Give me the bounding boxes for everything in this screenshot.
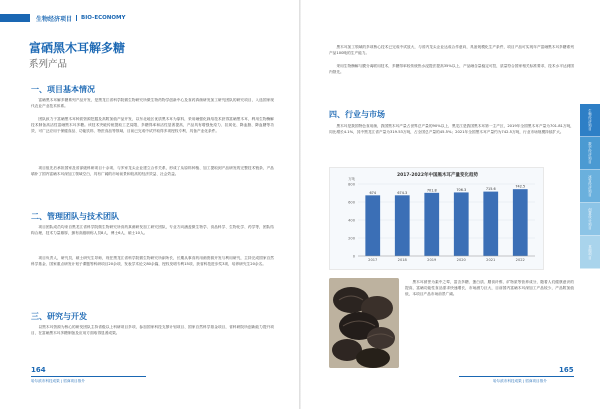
bar-value-label: 674 <box>369 190 376 195</box>
paragraph: 项目组先后承担国家及省部级科研项目十余项，与多家龙头企业建立合作关系，形成了从原料种植、加工提取到产品研发的完整技术链条，产品填补了国内富硒木耳深加工领域空白，具有广阔的市场前景和较高的经济效益、社会效益。 <box>31 166 274 176</box>
paragraph: 黑木耳是我国特色食用菌，我国黑木耳产量占世界总产量的90%以上，黑龙江是我国黑木耳第一主产区，2019年全国黑木耳产量为701.81万吨，同比增长4.1%，其中黑龙江省产量为319.53万吨，占全国总产量的45.5%；2021年全国黑木耳产量约为742.5万吨，行业市场规模持续扩大。 <box>329 124 574 134</box>
black-fungus-photo <box>329 278 399 368</box>
paragraph: 富硒黑木耳解多糖系列产品开发，是黑龙江省科学院微生物研究所微生物药物学创新中心及食药真菌研发加工研究团队的研究项目，入选国家现代农业产业技术体系。 <box>31 98 274 108</box>
side-tab-ice-snow[interactable]: 冰雪经济项目 <box>580 170 600 203</box>
production-chart <box>329 167 544 270</box>
y-tick-label: 0 <box>352 254 355 259</box>
paragraph: 黑木耳加工领域的多项核心技术已完成中试放大，与省内龙头企业达成合作意向，具备规模化生产条件，项目产品可实现年产富硒黑木耳多糖系列产品100吨的生产能力。 <box>329 45 574 55</box>
side-tab-bio[interactable]: 生物经济项目 <box>580 104 600 137</box>
chart-canvas <box>330 168 545 271</box>
fungus-illustration <box>329 278 399 368</box>
y-tick-label: 400 <box>348 218 355 223</box>
side-tab-other[interactable]: 其他项目 <box>580 236 600 269</box>
paragraph: 项目负责人，研究员，硕士研究生导师，现任黑龙江省科学院微生物研究所副所长，长期从事食药用菌资源开发与利用研究，主持完成国家自然科学基金、国家重点研发计划子课题等科研项目20余项，发表学术论文80余篇，授权发明专利15项，获省科技进步奖3项，培养研究生20余名。 <box>31 256 274 266</box>
footer-caption-right: 哈尔滨市科技成果 | 招商项目推介 <box>493 379 547 383</box>
side-tab-digital[interactable]: 数字经济项目 <box>580 137 600 170</box>
y-tick-label: 800 <box>348 182 355 187</box>
header-category-en: BIO-ECONOMY <box>81 15 126 21</box>
page-header <box>0 12 126 24</box>
x-tick-label: 2020 <box>456 258 466 262</box>
article-subtitle: 系列产品 <box>29 59 68 70</box>
right-page <box>301 0 600 409</box>
page-number-right: 165 <box>559 366 574 374</box>
header-category: 生物经济项目 <box>36 15 73 23</box>
bar-value-label: 715.6 <box>485 187 496 192</box>
section-heading-rnd: 三、研究与开发 <box>31 312 87 321</box>
footer-rule <box>459 376 574 377</box>
paragraph: 黑木耳被誉为素中之荤，富含多糖、蛋白质、膳食纤维、矿物质等营养成分，随着人们健康意识的提高，富硒功能性食品需求快速增长，市场潜力巨大，目前国内富硒木耳深加工产品较少，产品附加值低，本项目产品市场前景广阔。 <box>405 280 574 296</box>
section-side-tabs <box>580 104 600 269</box>
bar <box>395 195 410 256</box>
section-heading-market: 四、行业与市场 <box>329 110 385 119</box>
bar <box>424 193 439 256</box>
bar <box>454 192 469 256</box>
x-tick-label: 2017 <box>368 258 378 262</box>
bar <box>483 192 498 256</box>
page-number-left: 164 <box>31 366 46 374</box>
bar-value-label: 701.8 <box>426 188 437 193</box>
section-heading-basic-info: 一、项目基本情况 <box>31 85 95 94</box>
bar-value-label: 706.3 <box>456 187 467 192</box>
bar <box>513 189 528 256</box>
footer-rule <box>31 376 146 377</box>
x-tick-label: 2018 <box>397 258 407 262</box>
paragraph: 团队致力于富硒黑木耳种质资源挖掘及高附加值产品开发，以东北地区优质黑木耳为原料，采用硒强化栽培技术获得富硒黑木耳，利用生物酶解技术制备高活性富硒黑木耳多糖。该技术突破传统提取工艺局限，多糖得率和活性显著提高，产品具有增强免疫力、抗氧化、降血脂、降血糖等功效，可广泛应用于保健食品、功能饮料、特医食品等领域，目前已完成中试并取得多项授权专利，具备产业化条件。 <box>31 117 274 133</box>
left-page <box>0 0 299 409</box>
header-accent-bar <box>0 14 30 22</box>
x-tick-label: 2022 <box>515 258 525 262</box>
paragraph: 项目团队成员均来自黑龙江省科学院微生物研究所食药真菌研发加工研究团队，专业方向涵盖微生物学、食品科学、生物化学、药学等，团队结构合理，技术力量雄厚，拥有高级职称人员8人，博士6人，硕士10人。 <box>31 225 274 235</box>
chart-title: 2017-2022年中国黑木耳产量变化趋势 <box>397 173 478 178</box>
footer-caption-left: 哈尔滨市科技成果 | 招商项目推介 <box>31 379 85 383</box>
paragraph: 采用生物酶解与膜分离联用技术，多糖得率较传统热水浸提法提高35%以上，产品硒含量稳定可控，质量符合国家相关标准要求，技术水平达到国内领先。 <box>329 64 574 74</box>
bar-value-label: 742.5 <box>515 184 526 189</box>
header-divider <box>76 15 77 21</box>
article-title: 富硒黑木耳解多糖 <box>29 41 126 55</box>
y-axis-unit: 万吨 <box>348 177 355 181</box>
section-heading-team: 二、管理团队与技术团队 <box>31 212 119 221</box>
x-tick-label: 2019 <box>427 258 437 262</box>
y-tick-label: 200 <box>348 236 355 241</box>
bar-value-label: 674.3 <box>397 190 408 195</box>
bar <box>365 195 380 256</box>
x-tick-label: 2021 <box>486 258 496 262</box>
side-tab-creative[interactable]: 创意设计项目 <box>580 203 600 236</box>
paragraph: 以黑木耳资源为核心的研发团队主持省级以上科研项目多项，参加国家科技支撑计划项目、国家自然科学基金项目，省科研院所创新能力提升项目，在富硒黑木耳多糖制备及应用方面取得显著成果。 <box>31 325 274 335</box>
y-tick-label: 600 <box>348 200 355 205</box>
